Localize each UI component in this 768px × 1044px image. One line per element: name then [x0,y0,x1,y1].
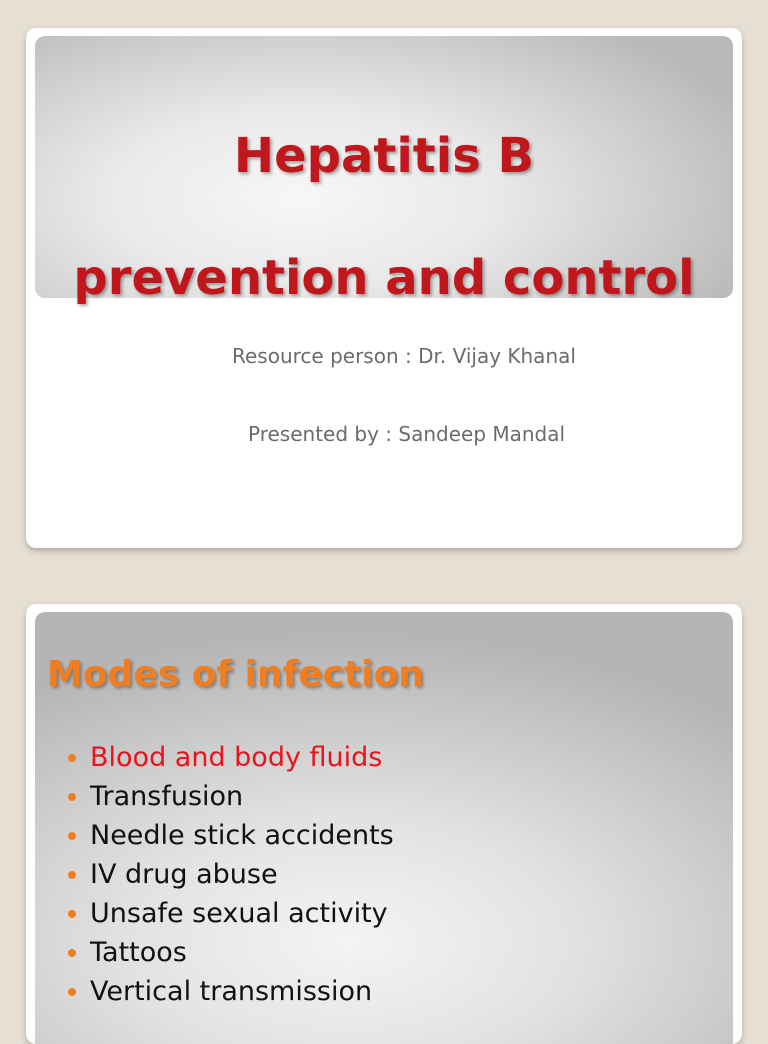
list-item: IV drug abuse [66,855,394,894]
presented-by-text: Presented by : Sandeep Mandal [248,422,566,446]
bullet-dot-icon [68,754,76,762]
list-item: Tattoos [66,933,394,972]
resource-person-text: Resource person : Dr. Vijay Khanal [232,344,576,368]
title-slide [26,28,742,548]
bullet-list [66,738,394,1011]
list-item: Blood and body fluids [66,738,394,777]
list-item: Unsafe sexual activity [66,894,394,933]
content-slide [26,604,742,1044]
slide-title-line-1: Hepatitis B [233,128,535,184]
slide-title-line-2: prevention and control [73,250,695,306]
bullet-dot-icon [68,910,76,918]
list-item: Vertical transmission [66,972,394,1011]
bullet-dot-icon [68,832,76,840]
bullet-dot-icon [68,949,76,957]
list-item: Needle stick accidents [66,816,394,855]
bullet-dot-icon [68,793,76,801]
list-item: Transfusion [66,777,394,816]
bullet-dot-icon [68,871,76,879]
slide-heading: Modes of infection [47,654,424,695]
bullet-dot-icon [68,988,76,996]
